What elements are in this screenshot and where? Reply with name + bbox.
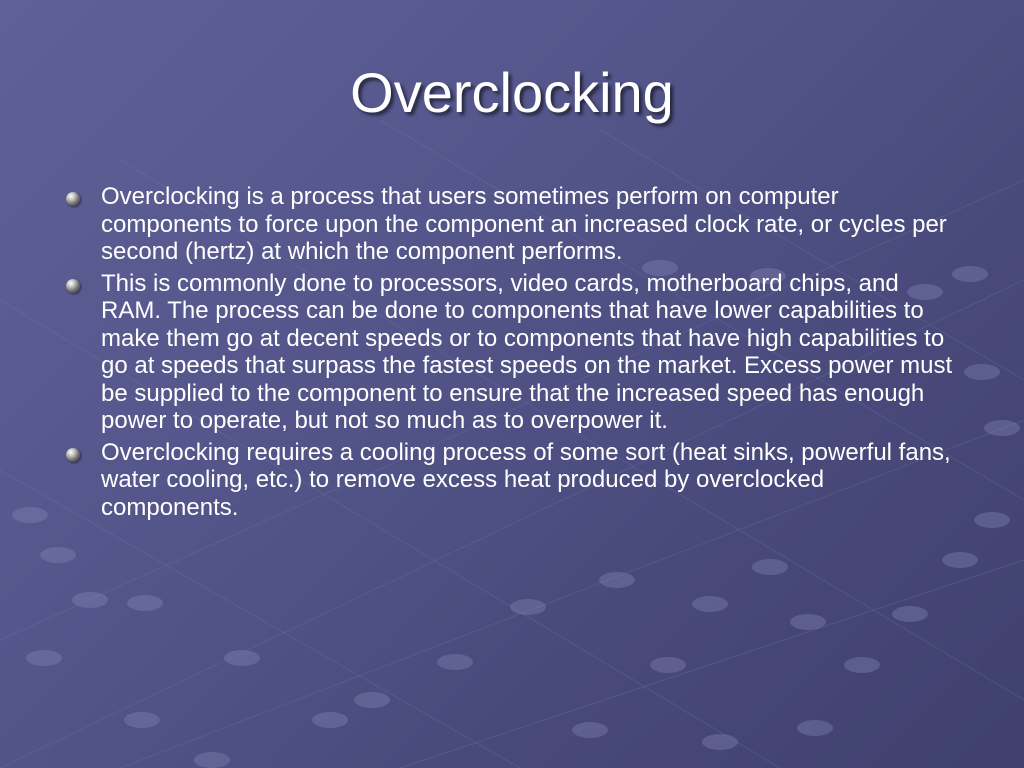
slide-title: Overclocking <box>350 61 674 124</box>
bullet-list <box>64 183 964 525</box>
sphere-bullet-icon <box>66 192 80 206</box>
sphere-bullet-icon <box>66 279 80 293</box>
bullet-item <box>64 270 964 435</box>
bullet-item <box>64 183 964 266</box>
sphere-bullet-icon <box>66 448 80 462</box>
bullet-text: Overclocking is a process that users sometimes perform on computer components to force upon the component an increased clock rate, or cycles per second (hertz) at which the component performs. <box>101 183 947 265</box>
bullet-text: Overclocking requires a cooling process of some sort (heat sinks, powerful fans, water cooling, etc.) to remove excess heat produced by overclocked components. <box>101 438 951 521</box>
bullet-item <box>64 439 964 522</box>
bullet-text: This is commonly done to processors, video cards, motherboard chips, and RAM. The process can be done to components that have lower capabilities to make them go at decent speeds or to components that have high capabilities to go at speeds that surpass the fastest speeds on the market. Excess power must be supplied to the component to ensure that the increased speed has enough power to operate, but not so much as to overpower it. <box>101 269 953 434</box>
